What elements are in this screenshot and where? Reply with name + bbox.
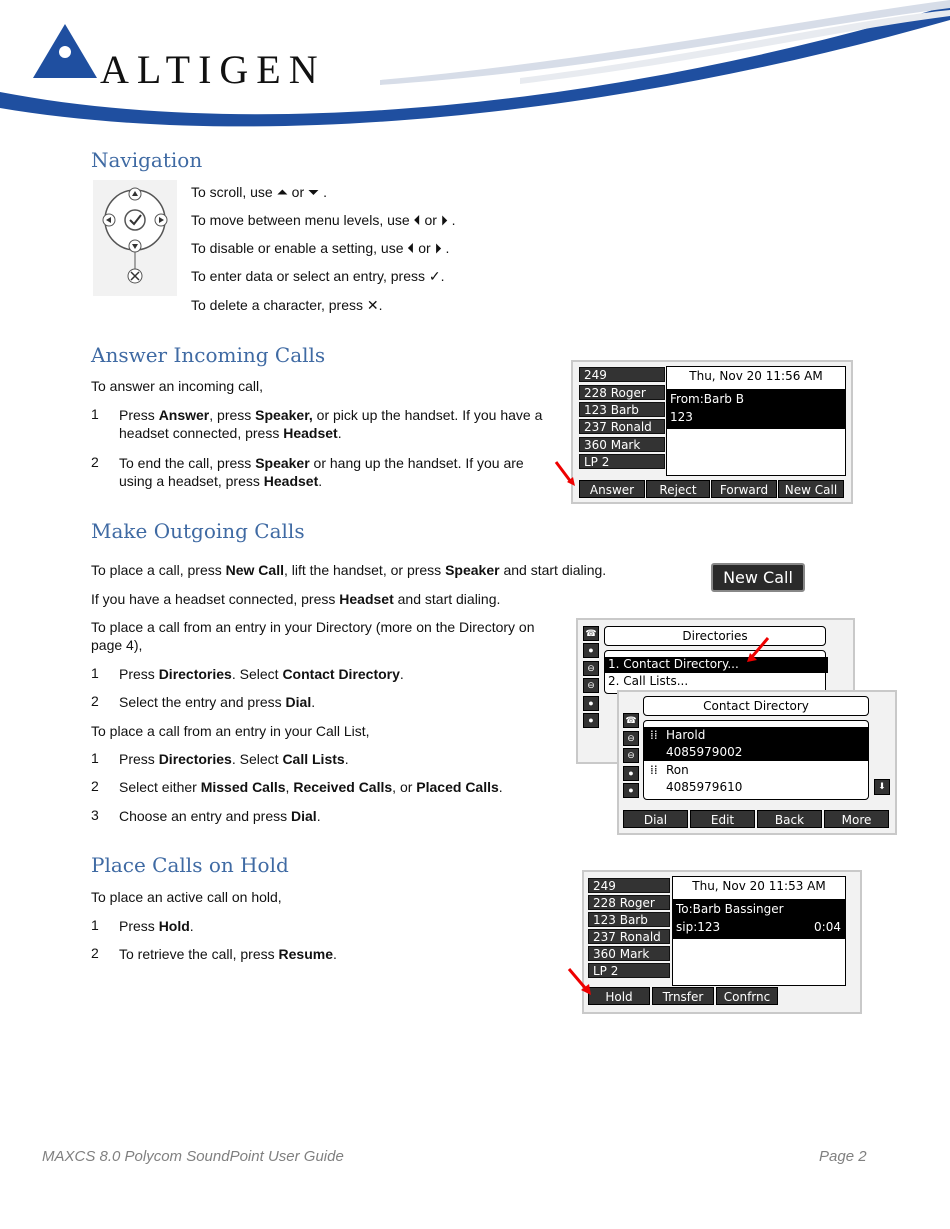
outgoing-p4: To place a call from an entry in your Call List, [91, 723, 370, 739]
directories-title-bar [604, 626, 826, 646]
outgoing-p3: To place a call from an entry in your Directory (more on the Directory on page 4), [91, 619, 535, 653]
user-icon: ● [583, 696, 599, 711]
hold-step-num: 2 [91, 945, 99, 961]
line-key: 228 Roger [579, 385, 665, 400]
softkey-reject[interactable]: Reject [646, 480, 710, 498]
outgoing-step-b3: Choose an entry and press Dial. [119, 808, 321, 824]
softkey-edit[interactable]: Edit [690, 810, 755, 828]
outgoing-step-a1: Press Directories. Select Contact Directory. [119, 666, 404, 682]
nav-line-2: To move between menu levels, use ⏴ or ⏵ . [191, 212, 456, 228]
outgoing-step-num: 2 [91, 778, 99, 794]
hold-step-2: To retrieve the call, press Resume. [119, 946, 337, 962]
outgoing-step-num: 1 [91, 665, 99, 681]
contact-number: 4085979610 [666, 780, 743, 794]
call-timer: 0:04 [814, 920, 841, 934]
user-icon: ● [623, 783, 639, 798]
softkey-hold[interactable]: Hold [588, 987, 650, 1005]
dnd-icon: ⊖ [583, 661, 599, 676]
line-key: 360 Mark [579, 437, 665, 452]
line-key: LP 2 [588, 963, 670, 978]
call-to: To:Barb Bassinger [676, 902, 784, 916]
line-key: 249 [579, 367, 665, 382]
softkey-back[interactable]: Back [757, 810, 822, 828]
softkey-forward[interactable]: Forward [711, 480, 777, 498]
phone-icon: ☎ [583, 626, 599, 641]
outgoing-p1: To place a call, press New Call, lift the handset, or press Speaker and start dialing. [91, 562, 607, 578]
red-arrow-icon [566, 967, 594, 997]
answer-step-1: Press Answer, press Speaker, or pick up the handset. If you have a headset connected, press Headset. [119, 407, 543, 441]
dnd-icon: ⊖ [623, 748, 639, 763]
outgoing-step-b1: Press Directories. Select Call Lists. [119, 751, 349, 767]
caller-number: 123 [670, 410, 693, 424]
contact-number: 4085979002 [666, 745, 743, 759]
directories-title: Directories [682, 629, 748, 643]
nav-line-3: To disable or enable a setting, use ⏴ or ⏵ . [191, 240, 450, 256]
line-key: 360 Mark [588, 946, 670, 961]
line-key: 123 Barb [579, 402, 665, 417]
contact-list [643, 720, 869, 800]
softkey-transfer[interactable]: Trnsfer [652, 987, 714, 1005]
contact-name[interactable]: Ron [666, 763, 689, 777]
contact-name: Harold [666, 728, 706, 742]
call-block [673, 899, 845, 939]
heading-hold: Place Calls on Hold [91, 853, 289, 877]
line-key: 249 [588, 878, 670, 893]
screen-display [672, 876, 846, 986]
footer-page-number: Page 2 [819, 1148, 867, 1165]
red-arrow-icon [745, 636, 771, 666]
contact-card-icon: ⁞⁞ [650, 763, 658, 777]
line-key: 237 Ronald [588, 929, 670, 944]
outgoing-step-num: 2 [91, 693, 99, 709]
outgoing-p2: If you have a headset connected, press Headset and start dialing. [91, 591, 501, 607]
contact-card-icon: ⁞⁞ [650, 728, 658, 742]
scroll-down-icon[interactable]: ⬇ [874, 779, 890, 795]
dnd-icon: ⊖ [623, 731, 639, 746]
hold-intro: To place an active call on hold, [91, 889, 282, 905]
answer-step-num: 1 [91, 406, 99, 422]
call-sip: sip:123 [676, 920, 721, 934]
line-key: LP 2 [579, 454, 665, 469]
caller-block [667, 389, 845, 429]
line-key: 237 Ronald [579, 419, 665, 434]
red-arrow-icon [553, 460, 577, 488]
outgoing-step-num: 1 [91, 750, 99, 766]
heading-outgoing: Make Outgoing Calls [91, 519, 305, 543]
phone-screen-hold [582, 870, 862, 1014]
outgoing-step-b2: Select either Missed Calls, Received Calls, or Placed Calls. [119, 779, 503, 795]
nav-line-1: To scroll, use ⏶ or ⏷ . [191, 184, 327, 200]
user-icon: ● [583, 643, 599, 658]
contact-title: Contact Directory [703, 699, 809, 713]
heading-navigation: Navigation [91, 148, 203, 172]
datetime: Thu, Nov 20 11:56 AM [689, 369, 823, 383]
softkey-more[interactable]: More [824, 810, 889, 828]
contact-title-bar [643, 696, 869, 716]
line-key: 123 Barb [588, 912, 670, 927]
screen-display [666, 366, 846, 476]
datetime: Thu, Nov 20 11:53 AM [692, 879, 826, 893]
softkey-answer[interactable]: Answer [579, 480, 645, 498]
logo-wordmark: ALTIGEN [100, 47, 326, 92]
user-icon: ● [623, 766, 639, 781]
outgoing-step-a2: Select the entry and press Dial. [119, 694, 316, 710]
nav-line-5: To delete a character, press ✕. [191, 297, 383, 313]
dnd-icon: ⊖ [583, 678, 599, 693]
footer-title: MAXCS 8.0 Polycom SoundPoint User Guide [42, 1148, 344, 1165]
outgoing-step-num: 3 [91, 807, 99, 823]
softkey-new-call[interactable]: New Call [778, 480, 844, 498]
navigation-keypad-icon [93, 180, 177, 296]
caller-from: From:Barb B [670, 392, 744, 406]
heading-answer: Answer Incoming Calls [91, 343, 326, 367]
phone-icon: ☎ [623, 713, 639, 728]
softkey-dial[interactable]: Dial [623, 810, 688, 828]
answer-step-2: To end the call, press Speaker or hang up the handset. If you are using a headset, press Headset. [119, 455, 524, 489]
nav-line-4: To enter data or select an entry, press ✓. [191, 268, 445, 284]
contact-entry-selected[interactable] [644, 727, 868, 761]
answer-intro: To answer an incoming call, [91, 378, 263, 394]
phone-screen-contact-directory [617, 690, 897, 835]
directories-item-selected[interactable]: 1. Contact Directory... [605, 657, 828, 673]
hold-step-num: 1 [91, 917, 99, 933]
line-key: 228 Roger [588, 895, 670, 910]
phone-screen-incoming [571, 360, 853, 504]
answer-step-num: 2 [91, 454, 99, 470]
directories-list [604, 650, 826, 694]
hold-step-1: Press Hold. [119, 918, 194, 934]
user-icon: ● [583, 713, 599, 728]
new-call-button[interactable]: New Call [711, 563, 805, 592]
directories-item[interactable]: 2. Call Lists... [608, 674, 689, 688]
softkey-conference[interactable]: Confrnc [716, 987, 778, 1005]
